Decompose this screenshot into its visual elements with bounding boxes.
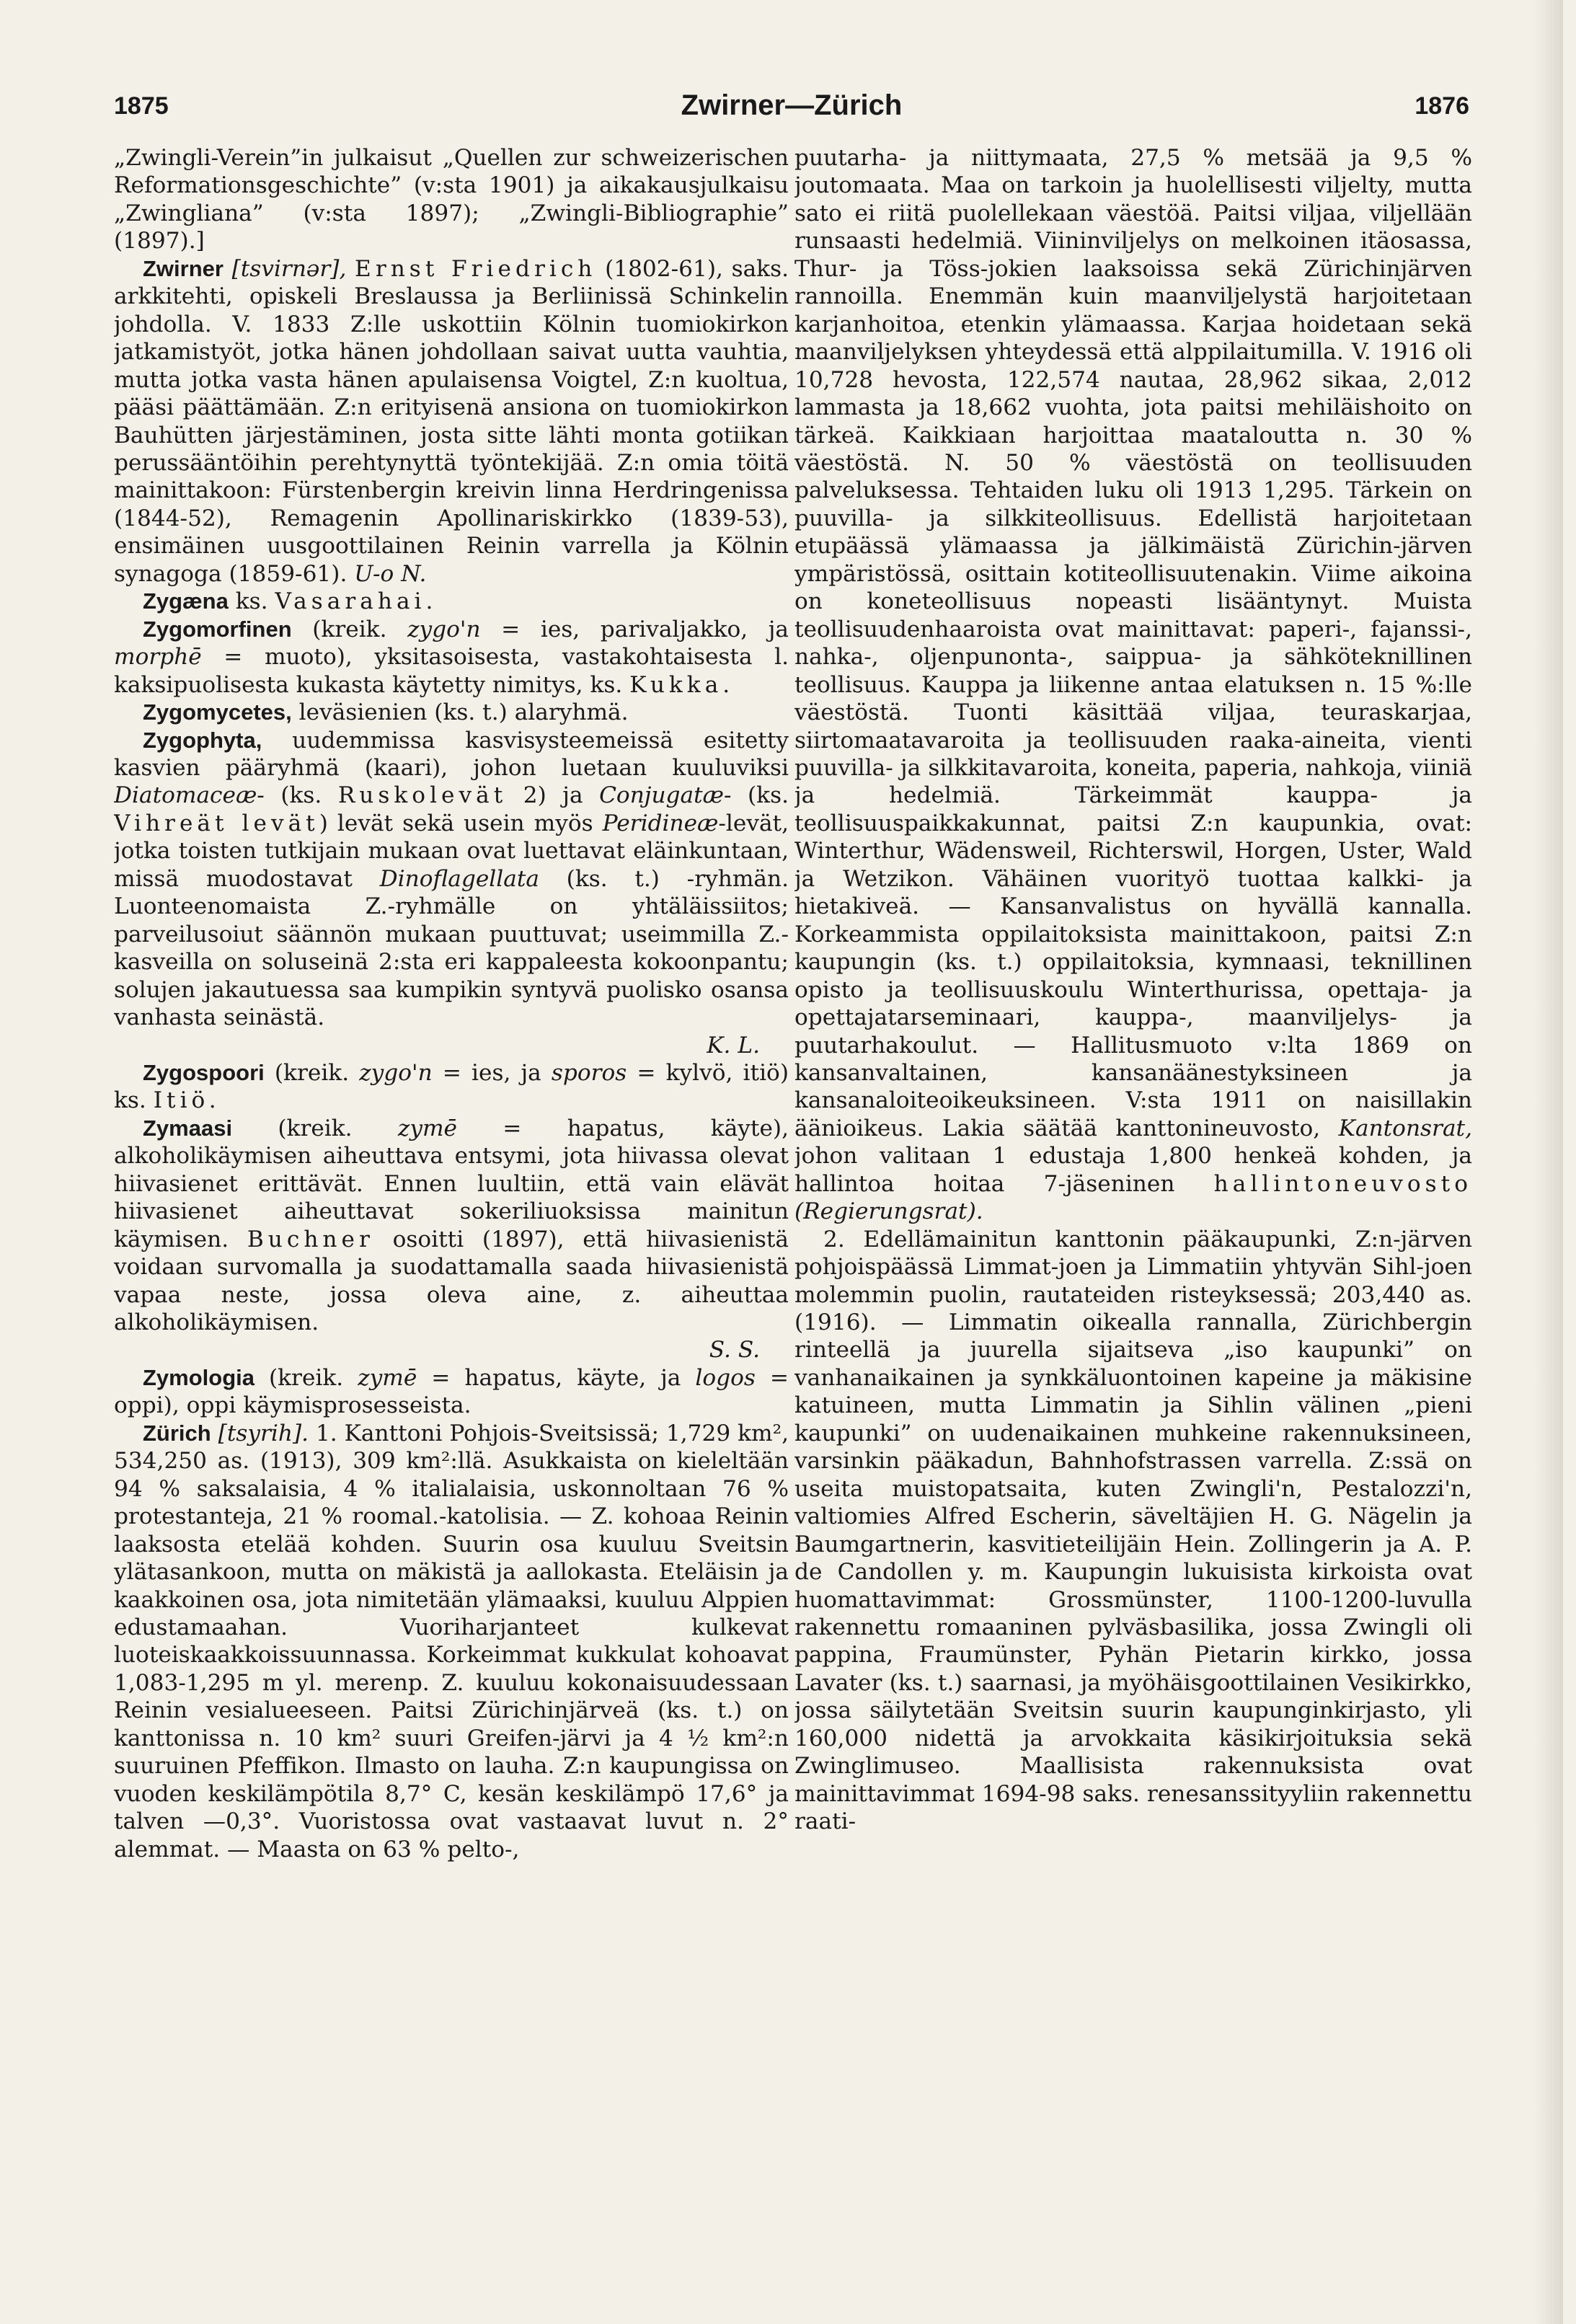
signature: S. S.	[709, 1337, 760, 1364]
entry-zymologia: Zymologia (kreik. zymē = hapatus, käyte, ja logos = oppi), oppi käymisprosesseista.	[114, 1364, 789, 1419]
entry-zygomorfinen: Zygomorfinen (kreik. zygo'n = ies, parivaljakko, ja morphē = muoto), yksitasoisesta, vastakohtaisesta l. kaksipuolisesta kukasta käytetty nimitys, ks. Kukka.	[114, 616, 789, 698]
entry-zygophyta: Zygophyta, uudemmissa kasvisysteemeissä esitetty kasvien pääryhmä (kaari), johon luetaan kuuluviksi Diatomaceæ- (ks. Ruskolevät 2) ja Conjugatæ- (ks. Vihreät levät) levät sekä usein myös Peridineæ-levät, jotka toisten tutkijain mukaan ovat luettavat eläinkuntaan, missä muodostavat Dinoflagellata (ks. t.) -ryhmän. Luonteenomaista Z.-ryhmälle on yhtäläissiitos; parveilusoiut säännön mukaan puuttuvat; useimmilla Z.-kasveilla on soluseinä 2:sta eri kappaleesta kokoonpantu; solujen jakautuessa saa kumpikin syntyvä puolisko osansa vanhasta seinästä. K. L.	[114, 727, 789, 1059]
entry-zwirner: Zwirner [tsvirnər], Ernst Friedrich (1802-61), saks. arkkitehti, opiskeli Breslaussa ja Berliinissä Schinkelin johdolla. V. 1833 Z:lle uskottiin Kölnin tuomiokirkon jatkamistyöt, jotka hänen johdollaan saivat uutta vauhtia, mutta jotka vasta hänen apulaisensa Voigtel, Z:n kuoltua, pääsi päättämään. Z:n erityisenä ansiona on tuomiokirkon Bauhütten järjestäminen, josta sitte lähti monta gotiikan perussääntöihin perehtynyttä työntekijää. Z:n omia töitä mainittakoon: Fürstenbergin kreivin linna Herdringenissa (1844-52), Remagenin Apollinariskirkko (1839-53), ensimäinen uusgoottilainen Reinin varrella ja Kölnin synagoga (1859-61). U-o N.	[114, 255, 789, 587]
page-header	[114, 89, 1469, 136]
entry-zygospoori: Zygospoori (kreik. zygo'n = ies, ja sporos = kylvö, itiö) ks. Itiö.	[114, 1059, 789, 1114]
headword-zygophyta: Zygophyta,	[143, 727, 262, 753]
right-column	[794, 144, 1472, 2300]
headword-zwirner: Zwirner	[143, 255, 223, 281]
page-number-left: 1875	[114, 92, 169, 120]
headword-zygomorfinen: Zygomorfinen	[143, 616, 292, 642]
entry-zurich: Zürich [tsyrih]. 1. Kanttoni Pohjois-Sveitsissä; 1,729 km², 534,250 as. (1913), 309 km²:llä. Asukkaista on kieleltään 94 % saksalaisia, 4 % italialaisia, uskonnoltaan 76 % protestanteja, 21 % roomal.-katolisia. — Z. kohoaa Reinin laaksosta etelää kohden. Suurin osa kuuluu Sveitsin ylätasankoon, mutta on mäkistä ja aallokasta. Eteläisin ja kaakkoinen osa, jota nimitetään ylämaaksi, kuuluu Alppien edustamaahan. Vuoriharjanteet kulkevat luoteiskaakkoissuunnassa. Korkeimmat kukkulat kohoavat 1,083-1,295 m yl. merenp. Z. kuuluu kokonaisuudessaan Reinin vesialueeseen. Paitsi Zürichinjärveä (ks. t.) on kanttonissa n. 10 km² suuri Greifen-järvi ja 4 ½ km²:n suuruinen Pfeffikon. Ilmasto on lauha. Z:n kaupungissa on vuoden keskilämpötila 8,7° C, kesän keskilämpö 17,6° ja talven —0,3°. Vuoristossa ovat vastaavat luvut n. 2° alemmat. — Maasta on 63 % pelto-,	[114, 1420, 789, 1863]
running-title: Zwirner—Zürich	[681, 89, 903, 121]
headword-zurich: Zürich	[143, 1420, 211, 1446]
left-column	[114, 144, 789, 2300]
entry-zygaena: Zygæna ks. Vasarahai.	[143, 588, 438, 615]
entry-zygomycetes: Zygomycetes, leväsienien (ks. t.) alaryhmä.	[143, 699, 629, 726]
headword-zygomycetes: Zygomycetes,	[143, 699, 292, 725]
headword-zymaasi: Zymaasi	[143, 1115, 233, 1141]
paragraph-zurich-city: 2. Edellämainitun kanttonin pääkaupunki, Z:n-järven pohjoispäässä Limmat-joen ja Limmatiin yhtyvän Sihl-joen molemmin puolin, rautateiden risteyksessä; 203,440 as. (1916). — Limmatin oikealla rannalla, Zürichbergin rinteellä ja juurella sijaitseva „iso kaupunki” on vanhanaikainen ja synkkäluontoinen kapeine ja mäkisine katuineen, mutta Limmatin ja Sihlin välinen „pieni kaupunki” on uudenaikainen muhkeine rakennuksineen, varsinkin pääkadun, Bahnhofstrassen varrella. Z:ssä on useita muistopatsaita, kuten Zwingli'n, Pestalozzi'n, valtiomies Alfred Escherin, säveltäjien H. G. Nägelin ja Baumgartnerin, kasvitieteilijäin Hein. Zollingerin ja A. P. de Candollen y. m. Kaupungin lukuisista kirkoista ovat huomattavimmat: Grossmünster, 1100-1200-luvulla rakennettu romaaninen pylväsbasilika, jossa Zwingli oli pappina, Fraumünster, Pyhän Pietarin kirkko, jossa Lavater (ks. t.) saarnasi, ja myöhäisgoottilainen Vesikirkko, jossa säilytetään Sveitsin suurin kaupunginkirjasto, yli 160,000 nidettä ja arvokkaita käsikirjoituksia sekä Zwinglimuseo. Maallisista rakennuksista ovat mainittavimmat 1694-98 saks. renesanssityyliin rakennettu raati-	[794, 1226, 1472, 1835]
signature: U-o N.	[354, 560, 427, 587]
entry-zymaasi: Zymaasi (kreik. zymē = hapatus, käyte), alkoholikäymisen aiheuttava entsymi, jota hiivassa olevat hiivasienet erittävät. Ennen luultiin, että vain elävät hiivasienet aiheuttavat sokeriliuoksissa mainitun käymisen. Buchner osoitti (1897), että hiivasienistä voidaan survomalla ja suodattamalla saada hiivasienistä vapaa neste, jossa oleva aine, z. aiheuttaa alkoholikäymisen. S. S.	[114, 1115, 789, 1364]
signature: K. L.	[707, 1032, 760, 1059]
page-number-right: 1876	[1415, 92, 1469, 120]
headword-zymologia: Zymologia	[143, 1364, 255, 1390]
page-edge-shadow	[1534, 0, 1563, 2324]
paragraph-zurich-canton: puutarha- ja niittymaata, 27,5 % metsää ja 9,5 % joutomaata. Maa on tarkoin ja huolellisesti viljelty, mutta sato ei riitä puolellekaan väestöä. Paitsi viljaa, viljellään runsaasti hedelmiä. Viininviljelys on melkoinen itäosassa, Thur- ja Töss-jokien laaksoissa sekä Zürichinjärven rannoilla. Enemmän kuin maanviljelystä harjoitetaan karjanhoitoa, etenkin ylämaassa. Karjaa hoidetaan sekä maanviljelyksen yhteydessä että alppilaitumilla. V. 1916 oli 10,728 hevosta, 122,574 nautaa, 28,962 sikaa, 2,012 lammasta ja 18,662 vuohta, jota paitsi mehiläishoito on tärkeä. Kaikkiaan harjoittaa maataloutta n. 30 % väestöstä. N. 50 % väestöstä on teollisuuden palveluksessa. Tehtaiden luku oli 1913 1,295. Tärkein on puuvilla- ja silkkiteollisuus. Edellistä harjoitetaan etupäässä ylämaassa ja jälkimäistä Zürichin-järven ympäristössä, osittain kotiteollisuutenakin. Viime aikoina on koneteollisuus nopeasti lisääntynyt. Muista teollisuudenhaaroista ovat mainittavat: paperi-, fajanssi-, nahka-, oljenpunonta-, saippua- ja sähköteknillinen teollisuus. Kauppa ja liikenne antaa elatuksen n. 15 %:lle väestöstä. Tuonti käsittää viljaa, teuraskarjaa, siirtomaatavaroita ja teollisuuden raaka-aineita, vienti puuvilla- ja silkkitavaroita, koneita, paperia, nahkoja, viiniä ja hedelmiä. Tärkeimmät kauppa- ja teollisuuspaikkakunnat, paitsi Z:n kaupunkia, ovat: Winterthur, Wädensweil, Richterswil, Horgen, Uster, Wald ja Wetzikon. Vähäinen vuorityö tuottaa kalkki- ja hietakiveä. — Kansanvalistus on hyvällä kannalla. Korkeammista oppilaitoksista mainittakoon, paitsi Z:n kaupungin (ks. t.) oppilaitoksia, kymnaasi, teknillinen opisto ja teollisuuskoulu Winterthurissa, opettaja- ja opettajatarseminaari, kauppa-, maanviljelys- ja puutarhakoulut. — Hallitusmuoto v:lta 1869 on kansanvaltainen, kansanäänestyksineen ja kansanaloiteoikeuksineen. V:sta 1911 on naisillakin äänioikeus. Lakia säätää kanttonineuvosto, Kantonsrat, johon valitaan 1 edustaja 1,800 henkeä kohden, ja hallintoa hoitaa 7-jäseninen hallintoneuvosto (Regierungsrat).	[794, 145, 1472, 1225]
paragraph-zwingli-continued: „Zwingli-Verein”in julkaisut „Quellen zur schweizerischen Reformationsgeschichte” (v:sta 1901) ja aikakausjulkaisu „Zwingliana” (v:sta 1897); „Zwingli-Bibliographie” (1897).]	[114, 145, 789, 255]
headword-zygaena: Zygæna	[143, 588, 229, 614]
headword-zygospoori: Zygospoori	[143, 1059, 265, 1085]
